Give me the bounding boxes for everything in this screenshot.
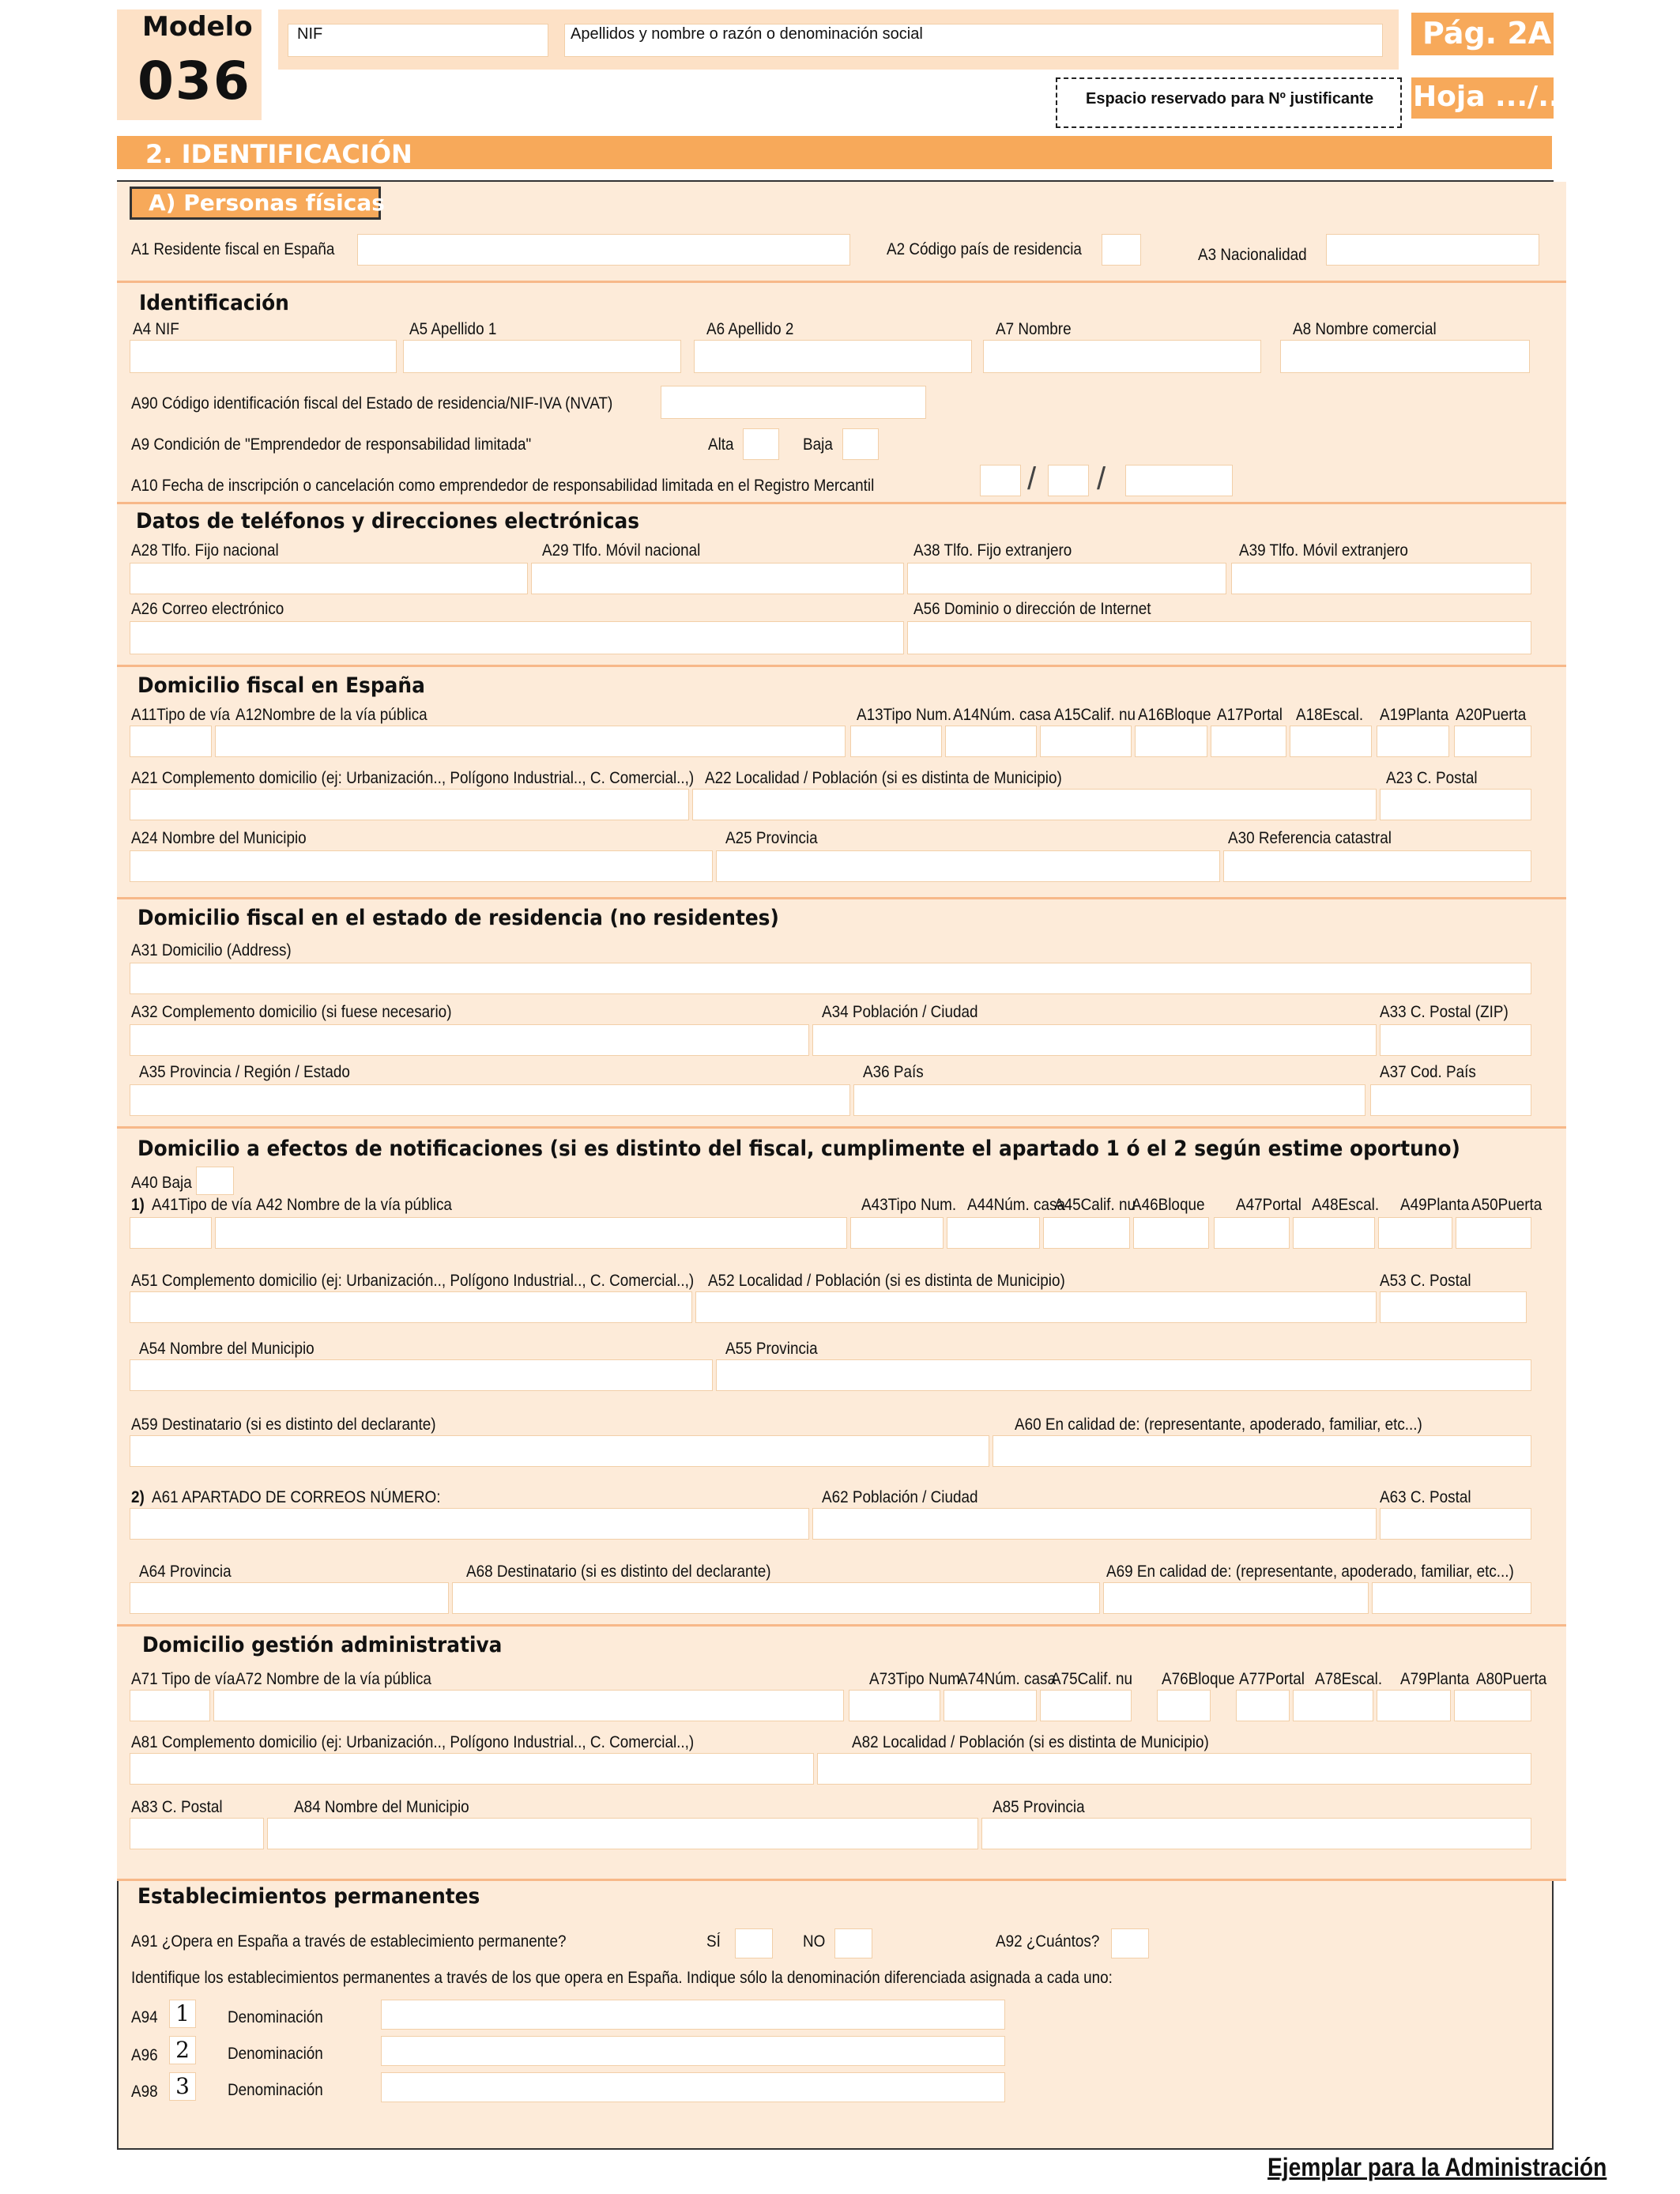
a20-label: A20Puerta [1456, 706, 1527, 724]
a84-label: A84 Nombre del Municipio [294, 1798, 469, 1816]
a74-label: A74Núm. casa [958, 1670, 1056, 1688]
a26-label: A26 Correo electrónico [131, 600, 284, 618]
notif-option-2-label: 2) [131, 1488, 145, 1506]
a14-field[interactable] [945, 726, 1037, 757]
nif-field[interactable] [288, 24, 548, 57]
a24-label: A24 Nombre del Municipio [131, 829, 307, 847]
a10-year-field[interactable] [1125, 465, 1233, 496]
a30-field[interactable] [1223, 850, 1531, 882]
a2-field[interactable] [1102, 234, 1141, 266]
a48-field[interactable] [1293, 1217, 1375, 1249]
a8-field[interactable] [1280, 340, 1530, 373]
a16-field[interactable] [1135, 726, 1207, 757]
a85-label: A85 Provincia [993, 1798, 1085, 1816]
modelo-number: 036 [137, 51, 251, 111]
a28-field[interactable] [130, 563, 528, 594]
a96-field[interactable] [381, 2036, 1005, 2066]
a69-field[interactable] [1103, 1582, 1369, 1614]
a9-baja-checkbox[interactable] [842, 428, 879, 460]
a75-field[interactable] [1040, 1690, 1132, 1721]
domicilio-fiscal-espana-title: Domicilio fiscal en España [137, 673, 425, 698]
a54-label: A54 Nombre del Municipio [139, 1340, 315, 1358]
a37-field[interactable] [1370, 1084, 1531, 1116]
a34-label: A34 Población / Ciudad [822, 1003, 978, 1021]
establecimientos-title: Establecimientos permanentes [137, 1884, 480, 1909]
a83-label: A83 C. Postal [131, 1798, 223, 1816]
a42-field[interactable] [215, 1217, 847, 1249]
name-label: Apellidos y nombre o razón o denominación social [571, 25, 923, 43]
a32-field[interactable] [130, 1024, 809, 1056]
a28-label: A28 Tlfo. Fijo nacional [131, 541, 279, 560]
a36-field[interactable] [853, 1084, 1365, 1116]
a81-label: A81 Complemento domicilio (ej: Urbanización.., Polígono Industrial.., C. Comercial..,) [131, 1733, 695, 1751]
a43-field[interactable] [850, 1217, 944, 1249]
personas-fisicas-title: A) Personas físicas [149, 190, 385, 216]
a11-field[interactable] [130, 726, 212, 757]
a11-label: A11Tipo de vía [131, 706, 231, 724]
a31-label: A31 Domicilio (Address) [131, 941, 292, 959]
a64-field[interactable] [130, 1582, 449, 1614]
a98-number: 3 [169, 2072, 196, 2101]
a17-label: A17Portal [1217, 706, 1283, 724]
a13-label: A13Tipo Num. [857, 706, 952, 724]
a12-field[interactable] [215, 726, 846, 757]
a79-field[interactable] [1377, 1690, 1451, 1721]
a90-field[interactable] [661, 386, 926, 419]
a46-field[interactable] [1133, 1217, 1209, 1249]
a1-field[interactable] [357, 234, 850, 266]
a74-field[interactable] [944, 1690, 1037, 1721]
a47-label: A47Portal [1236, 1196, 1302, 1214]
a12-label: A12Nombre de la vía pública [235, 706, 428, 724]
a42-label: A42 Nombre de la vía pública [256, 1196, 452, 1214]
a20-field[interactable] [1454, 726, 1531, 757]
a30-label: A30 Referencia catastral [1228, 829, 1392, 847]
a81-field[interactable] [130, 1753, 814, 1785]
a8-label: A8 Nombre comercial [1293, 320, 1437, 338]
a96-code: A96 [131, 2046, 158, 2064]
a10-month-field[interactable] [1048, 465, 1089, 496]
a41-label: A41Tipo de vía [152, 1196, 252, 1214]
a24-field[interactable] [130, 850, 713, 882]
a29-label: A29 Tlfo. Móvil nacional [542, 541, 701, 560]
a52-field[interactable] [695, 1291, 1377, 1323]
a76-label: A76Bloque [1162, 1670, 1235, 1688]
a22-label: A22 Localidad / Población (si es distinta de Municipio) [705, 769, 1062, 787]
a9-alta-checkbox[interactable] [743, 428, 779, 460]
a32-label: A32 Complemento domicilio (si fuese necesario) [131, 1003, 452, 1021]
a9-baja-label: Baja [803, 435, 833, 454]
a61-field[interactable] [130, 1508, 809, 1540]
a75-label: A75Calif. nu [1051, 1670, 1132, 1688]
a29-field[interactable] [531, 563, 904, 594]
nif-label: NIF [297, 25, 323, 43]
a35-label: A35 Provincia / Región / Estado [139, 1063, 350, 1081]
a64-label: A64 Provincia [139, 1563, 232, 1581]
a94-number: 1 [169, 2000, 196, 2028]
a38-label: A38 Tlfo. Fijo extranjero [913, 541, 1072, 560]
a10-slash-1: / [1027, 462, 1037, 496]
a13-field[interactable] [850, 726, 942, 757]
a25-field[interactable] [716, 850, 1220, 882]
a94-label: Denominación [228, 2008, 323, 2026]
a49-label: A49Planta [1400, 1196, 1470, 1214]
a71-field[interactable] [130, 1690, 210, 1721]
a1-label: A1 Residente fiscal en España [131, 240, 335, 258]
a5-label: A5 Apellido 1 [409, 320, 497, 338]
a63-field[interactable] [1380, 1508, 1531, 1540]
sheet-badge-text: Hoja .../... [1413, 81, 1571, 113]
a71-label: A71 Tipo de vía [131, 1670, 235, 1688]
a2-label: A2 Código país de residencia [887, 240, 1082, 258]
notificaciones-title: Domicilio a efectos de notificaciones (si es distinto del fiscal, cumplimente el apartado 1 ó el 2 según estime oportuno) [137, 1137, 1460, 1161]
a69-label: A69 En calidad de: (representante, apoderado, familiar, etc...) [1106, 1563, 1514, 1581]
a91-no-checkbox[interactable] [834, 1928, 872, 1958]
a26-field[interactable] [130, 621, 904, 654]
a94-code: A94 [131, 2008, 158, 2026]
a35-field[interactable] [130, 1084, 850, 1116]
a6-field[interactable] [694, 340, 972, 373]
page-badge-text: Pág. 2A [1422, 16, 1552, 51]
a56-field[interactable] [907, 621, 1531, 654]
a15-field[interactable] [1040, 726, 1132, 757]
a92-label: A92 ¿Cuántos? [996, 1932, 1100, 1951]
a59-label: A59 Destinatario (si es distinto del declarante) [131, 1416, 436, 1434]
a7-field[interactable] [983, 340, 1261, 373]
a5-field[interactable] [403, 340, 681, 373]
a77-label: A77Portal [1239, 1670, 1305, 1688]
a22-field[interactable] [692, 789, 1377, 820]
a10-day-field[interactable] [980, 465, 1021, 496]
a19-field[interactable] [1377, 726, 1449, 757]
a23-label: A23 C. Postal [1386, 769, 1478, 787]
a91-no-label: NO [803, 1932, 826, 1951]
a43-label: A43Tipo Num. [861, 1196, 957, 1214]
a85-field[interactable] [981, 1818, 1531, 1849]
a40-checkbox[interactable] [196, 1167, 234, 1195]
a33-field[interactable] [1380, 1024, 1531, 1056]
a56-label: A56 Dominio o dirección de Internet [913, 600, 1151, 618]
a73-field[interactable] [849, 1690, 940, 1721]
a60-label: A60 En calidad de: (representante, apoderado, familiar, etc...) [1015, 1416, 1422, 1434]
a46-label: A46Bloque [1132, 1196, 1205, 1214]
a69-field-extra[interactable] [1372, 1582, 1531, 1614]
gestion-administrativa-title: Domicilio gestión administrativa [142, 1633, 503, 1657]
domicilio-residencia-title: Domicilio fiscal en el estado de residencia (no residentes) [137, 906, 779, 930]
a55-label: A55 Provincia [725, 1340, 818, 1358]
a4-label: A4 NIF [133, 320, 179, 338]
a10-label: A10 Fecha de inscripción o cancelación como emprendedor de responsabilidad limitada en el Registro Mercantil [131, 477, 875, 495]
a92-field[interactable] [1111, 1928, 1149, 1958]
a72-label: A72 Nombre de la vía pública [235, 1670, 431, 1688]
a17-field[interactable] [1211, 726, 1286, 757]
a16-label: A16Bloque [1138, 706, 1211, 724]
justificante-label: Espacio reservado para Nº justificante [1086, 90, 1374, 107]
a68-field[interactable] [452, 1582, 1100, 1614]
a68-label: A68 Destinatario (si es distinto del declarante) [466, 1563, 771, 1581]
telefonos-title: Datos de teléfonos y direcciones electrónicas [136, 509, 639, 533]
a31-field[interactable] [130, 963, 1531, 994]
a38-field[interactable] [907, 563, 1226, 594]
a51-field[interactable] [130, 1291, 692, 1323]
a21-field[interactable] [130, 789, 689, 820]
a3-label: A3 Nacionalidad [1198, 246, 1307, 264]
a82-label: A82 Localidad / Población (si es distinta de Municipio) [852, 1733, 1209, 1751]
a19-label: A19Planta [1380, 706, 1449, 724]
a63-label: A63 C. Postal [1380, 1488, 1471, 1506]
a80-field[interactable] [1454, 1690, 1531, 1721]
a76-field[interactable] [1157, 1690, 1211, 1721]
a98-label: Denominación [228, 2081, 323, 2099]
a14-label: A14Núm. casa [953, 706, 1051, 724]
a9-label: A9 Condición de "Emprendedor de responsabilidad limitada" [131, 435, 532, 454]
a4-field[interactable] [130, 340, 397, 373]
a44-label: A44Núm. casa [967, 1196, 1065, 1214]
a50-field[interactable] [1456, 1217, 1531, 1249]
a40-label: A40 Baja [131, 1174, 192, 1192]
a61-label: A61 APARTADO DE CORREOS NÚMERO: [152, 1488, 441, 1506]
a84-field[interactable] [267, 1818, 978, 1849]
a98-field[interactable] [381, 2072, 1005, 2102]
a33-label: A33 C. Postal (ZIP) [1380, 1003, 1509, 1021]
identificacion-title: Identificación [139, 291, 289, 315]
section-title: 2. IDENTIFICACIÓN [145, 139, 412, 169]
modelo-label: Modelo [142, 11, 253, 43]
a25-label: A25 Provincia [725, 829, 818, 847]
a39-field[interactable] [1231, 563, 1531, 594]
a18-field[interactable] [1290, 726, 1372, 757]
a49-field[interactable] [1378, 1217, 1452, 1249]
a91-si-checkbox[interactable] [735, 1928, 773, 1958]
a15-label: A15Calif. nu [1054, 706, 1136, 724]
a53-label: A53 C. Postal [1380, 1272, 1471, 1290]
a36-label: A36 País [863, 1063, 924, 1081]
a37-label: A37 Cod. País [1380, 1063, 1476, 1081]
a34-field[interactable] [812, 1024, 1377, 1056]
a47-field[interactable] [1214, 1217, 1290, 1249]
a45-label: A45Calif. nu [1054, 1196, 1136, 1214]
a23-field[interactable] [1380, 789, 1531, 820]
a52-label: A52 Localidad / Población (si es distinta de Municipio) [708, 1272, 1065, 1290]
a94-field[interactable] [381, 2000, 1005, 2030]
a62-field[interactable] [812, 1508, 1377, 1540]
a45-field[interactable] [1043, 1217, 1130, 1249]
a83-field[interactable] [130, 1818, 264, 1849]
a90-label: A90 Código identificación fiscal del Estado de residencia/NIF-IVA (NVAT) [131, 394, 613, 413]
a59-field[interactable] [130, 1435, 989, 1467]
a91-label: A91 ¿Opera en España a través de establecimiento permanente? [131, 1932, 567, 1951]
a72-field[interactable] [213, 1690, 844, 1721]
a7-label: A7 Nombre [996, 320, 1072, 338]
a6-label: A6 Apellido 2 [706, 320, 794, 338]
a82-field[interactable] [817, 1753, 1531, 1785]
a48-label: A48Escal. [1312, 1196, 1380, 1214]
a21-label: A21 Complemento domicilio (ej: Urbanización.., Polígono Industrial.., C. Comercial..,) [131, 769, 695, 787]
a9-alta-label: Alta [708, 435, 734, 454]
a62-label: A62 Población / Ciudad [822, 1488, 978, 1506]
a55-field[interactable] [716, 1359, 1531, 1391]
a44-field[interactable] [947, 1217, 1040, 1249]
a60-field[interactable] [993, 1435, 1531, 1467]
a18-label: A18Escal. [1296, 706, 1364, 724]
a41-field[interactable] [130, 1217, 212, 1249]
a77-field[interactable] [1236, 1690, 1290, 1721]
a91-si-label: SÍ [706, 1932, 721, 1951]
a3-field[interactable] [1326, 234, 1539, 266]
a51-label: A51 Complemento domicilio (ej: Urbanización.., Polígono Industrial.., C. Comercial..,) [131, 1272, 695, 1290]
a50-label: A50Puerta [1471, 1196, 1543, 1214]
a96-label: Denominación [228, 2045, 323, 2063]
a78-field[interactable] [1293, 1690, 1373, 1721]
notif-option-1-label: 1) [131, 1196, 145, 1214]
a96-number: 2 [169, 2036, 196, 2064]
a54-field[interactable] [130, 1359, 713, 1391]
a78-label: A78Escal. [1315, 1670, 1383, 1688]
a53-field[interactable] [1380, 1291, 1527, 1323]
establecimientos-intro: Identifique los establecimientos permanentes a través de los que opera en España. Indique sólo la denominación diferenciada asignada a cada uno: [131, 1969, 1113, 1987]
footer-copy-label: Ejemplar para la Administración [1268, 2153, 1607, 2181]
a98-code: A98 [131, 2083, 158, 2101]
a39-label: A39 Tlfo. Móvil extranjero [1239, 541, 1408, 560]
a80-label: A80Puerta [1476, 1670, 1547, 1688]
a79-label: A79Planta [1400, 1670, 1470, 1688]
a10-slash-2: / [1097, 462, 1106, 496]
a73-label: A73Tipo Num. [869, 1670, 965, 1688]
